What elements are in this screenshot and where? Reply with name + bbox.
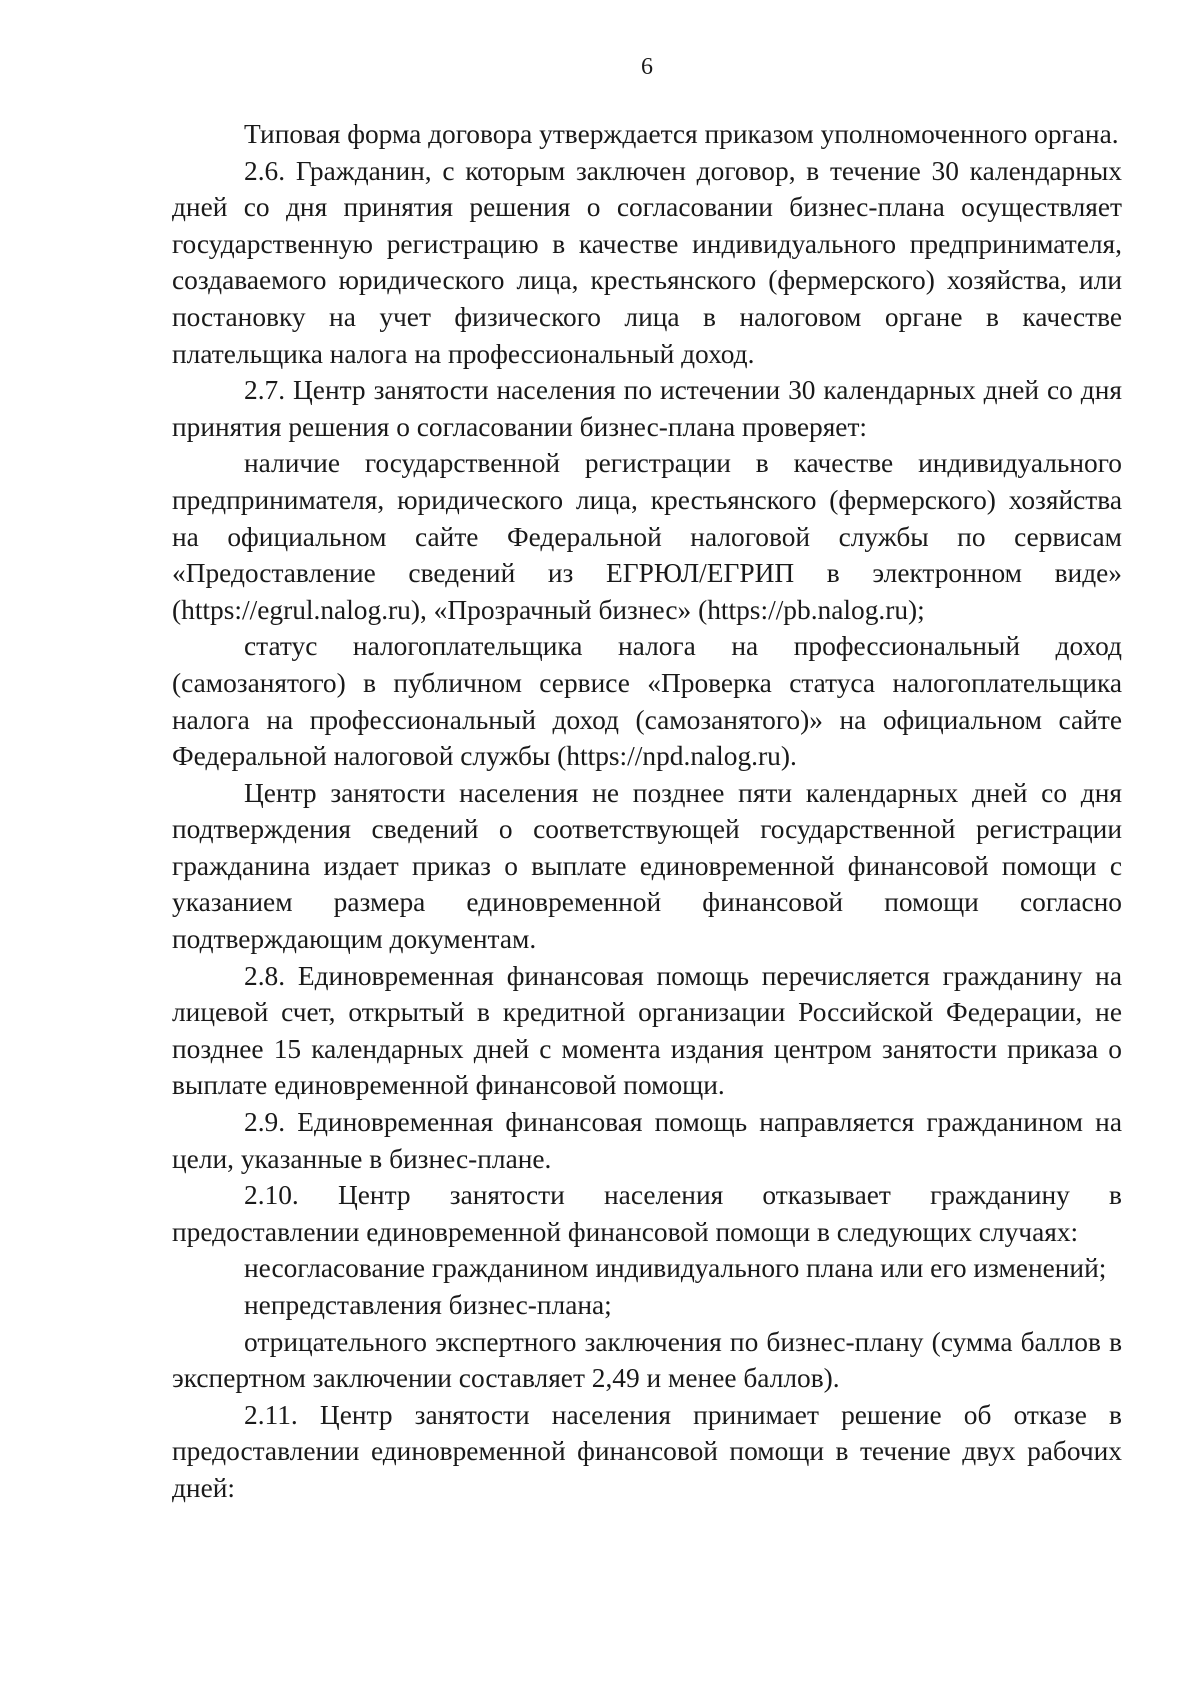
paragraph-2-10-reason-plan: несогласование гражданином индивидуального плана или его изменений; <box>244 1253 1107 1284</box>
paragraph-2-11: 2.11. Центр занятости населения принимает решение об отказе в предоставлении единовременной финансовой помощи в течение двух рабочих дней: <box>172 1399 1122 1503</box>
document-body <box>172 116 1122 1507</box>
paragraph-payment-order: Центр занятости населения не позднее пяти календарных дней со дня подтверждения сведений о соответствующей государственной регистрации гражданина издает приказ о выплате единовременной финансовой помощи с указанием размера единовременной финансовой помощи согласно подтверждающим документам. <box>172 777 1122 955</box>
paragraph-2-10-reason-no-business-plan: непредставления бизнес-плана; <box>244 1290 612 1320</box>
paragraph-2-8: 2.8. Единовременная финансовая помощь перечисляется гражданину на лицевой счет, открытый в кредитной организации Российской Федерации, не позднее 15 календарных дней с момента издания центром занятости приказа о выплате единовременной финансовой помощи. <box>172 960 1122 1101</box>
paragraph-2-7: 2.7. Центр занятости населения по истечении 30 календарных дней со дня принятия решения о согласовании бизнес-плана проверяет: <box>172 375 1122 442</box>
paragraph-2-7-self-employed-check: статус налогоплательщика налога на профессиональный доход (самозанятого) в публичном сервисе «Проверка статуса налогоплательщика налога на профессиональный доход (самозанятого)» на официальном сайте Федеральной налоговой службы (https://npd.nalog.ru). <box>172 631 1122 772</box>
paragraph-2-6: 2.6. Гражданин, с которым заключен договор, в течение 30 календарных дней со дня принятия решения о согласовании бизнес-плана осуществляет государственную регистрацию в качестве индивидуального предпринимателя, создаваемого юридического лица, крестьянского (фермерского) хозяйства, или постановку на учет физического лица в налоговом органе в качестве плательщика налога на профессиональный доход. <box>172 155 1122 369</box>
paragraph-standard-contract-form: Типовая форма договора утверждается приказом уполномоченного органа. <box>244 119 1119 149</box>
paragraph-2-10: 2.10. Центр занятости населения отказывает гражданину в предоставлении единовременной финансовой помощи в следующих случаях: <box>172 1180 1122 1247</box>
paragraph-2-7-registration-check: наличие государственной регистрации в качестве индивидуального предпринимателя, юридического лица, крестьянского (фермерского) хозяйства на официальном сайте Федеральной налоговой службы по сервисам «Предоставление сведений из ЕГРЮЛ/ЕГРИП в электронном виде» (https://egrul.nalog.ru), «Прозрачный бизнес» (https://pb.nalog.ru); <box>172 448 1122 625</box>
paragraph-2-9: 2.9. Единовременная финансовая помощь направляется гражданином на цели, указанные в бизнес-плане. <box>172 1107 1122 1174</box>
page-number: 6 <box>641 54 653 80</box>
paragraph-2-10-reason-negative-review: отрицательного экспертного заключения по бизнес-плану (сумма баллов в экспертном заключении составляет 2,49 и менее баллов). <box>172 1326 1122 1394</box>
